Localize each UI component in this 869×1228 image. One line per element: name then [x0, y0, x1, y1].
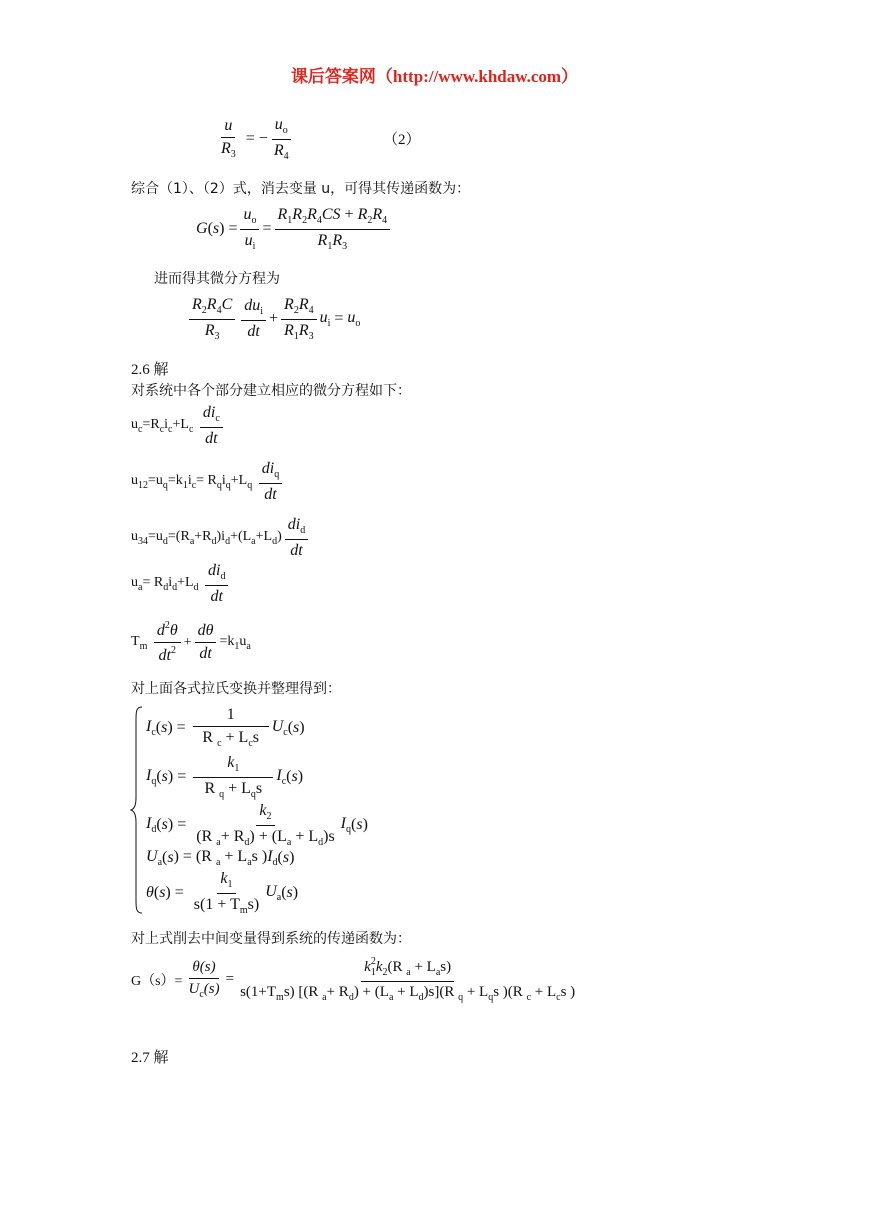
eq-ua: $u_a= R_di_d+L_d$ $\frac{di_d}{dt}$ — [131, 562, 231, 606]
eq-u34: $u_{34}=u_d=(R_a+R_d)i_d+(L_a+L_d)$ $\frac{di_d}{dt}$ — [131, 516, 311, 560]
sys-id: $I_d$ ( s ) = $\frac{k_2}{(R _a+ R_d) + (L_a + L_d)s}$ $I_q$ ( s ) — [146, 802, 368, 848]
sys-iq: $I_q$ ( s ) = $\frac{k_1}{R _q + L_qs}$ $I_c$ ( s ) — [146, 754, 304, 800]
equation-2: $\frac{u}{R_3}$ = − $\frac{u_o}{R_4}$ — [215, 116, 295, 162]
eq-uc: $u_c=R_ci_c+L_c$ $\frac{di_c}{dt}$ — [131, 404, 226, 448]
section-2-7: 2.7 解 — [131, 1050, 169, 1066]
system-brace — [130, 706, 144, 914]
eq-tm: $T_m$ $\frac{d^2\theta}{dt^2}$ + $\frac{d\theta}{dt}$ $=k_1u_a$ — [131, 620, 251, 665]
build-text: 对系统中各个部分建立相应的微分方程如下： — [131, 383, 411, 399]
differential-equation: $\frac{R_2R_4C}{R_3}$ $\frac{du_i}{dt}$ + $\frac{R_2R_4}{R_1R_3}$ $u_i$ = $u_o$ — [186, 296, 360, 342]
combine-text: 综合（1）、（2）式，消去变量 u，可得其传递函数为： — [131, 181, 471, 197]
transfer-function-gs: G ( s ) = $\frac{u_o}{u_i}$ = $\frac{R_1R_2R_4CS + R_2R_4}{R_1R_3}$ — [196, 206, 393, 252]
page-header: 课后答案网（http://www.khdaw.com） — [290, 67, 579, 86]
eq-u12: $u_{12}=u_q=k_1i_c= R_qi_q+L_q$ $\frac{di_q}{dt}$ — [131, 460, 285, 504]
overall-transfer-function: G（s）= $\frac{\theta(s)}{U_c(s)}$ = $\frac{k_1^2k_2(R _a + L_as)}{s(1+T_ms) [(R _a+ R_d) + (L_a + L_d)s](R _q + L_qs )(R _c + L_cs )}$ — [131, 956, 576, 1003]
equation-2-tag: （2） — [383, 132, 421, 148]
sys-ua: $U_a$ ( s ) = (R $_a + L_as$ ) $I_d$ ( s ) — [146, 848, 295, 868]
diffeq-text: 进而得其微分方程为 — [154, 271, 280, 287]
sys-theta: θ ( s ) = $\frac{k_1}{s(1 + T_ms)}$ $U_a$ ( s ) — [146, 870, 299, 916]
section-2-6: 2.6 解 — [131, 362, 169, 378]
eliminate-text: 对上式削去中间变量得到系统的传递函数为： — [131, 931, 411, 947]
laplace-text: 对上面各式拉氏变换并整理得到： — [131, 681, 341, 697]
sys-ic: $I_c$ ( s ) = $\frac{1}{R _c + L_cs}$ $U_c$ ( s ) — [146, 706, 305, 750]
